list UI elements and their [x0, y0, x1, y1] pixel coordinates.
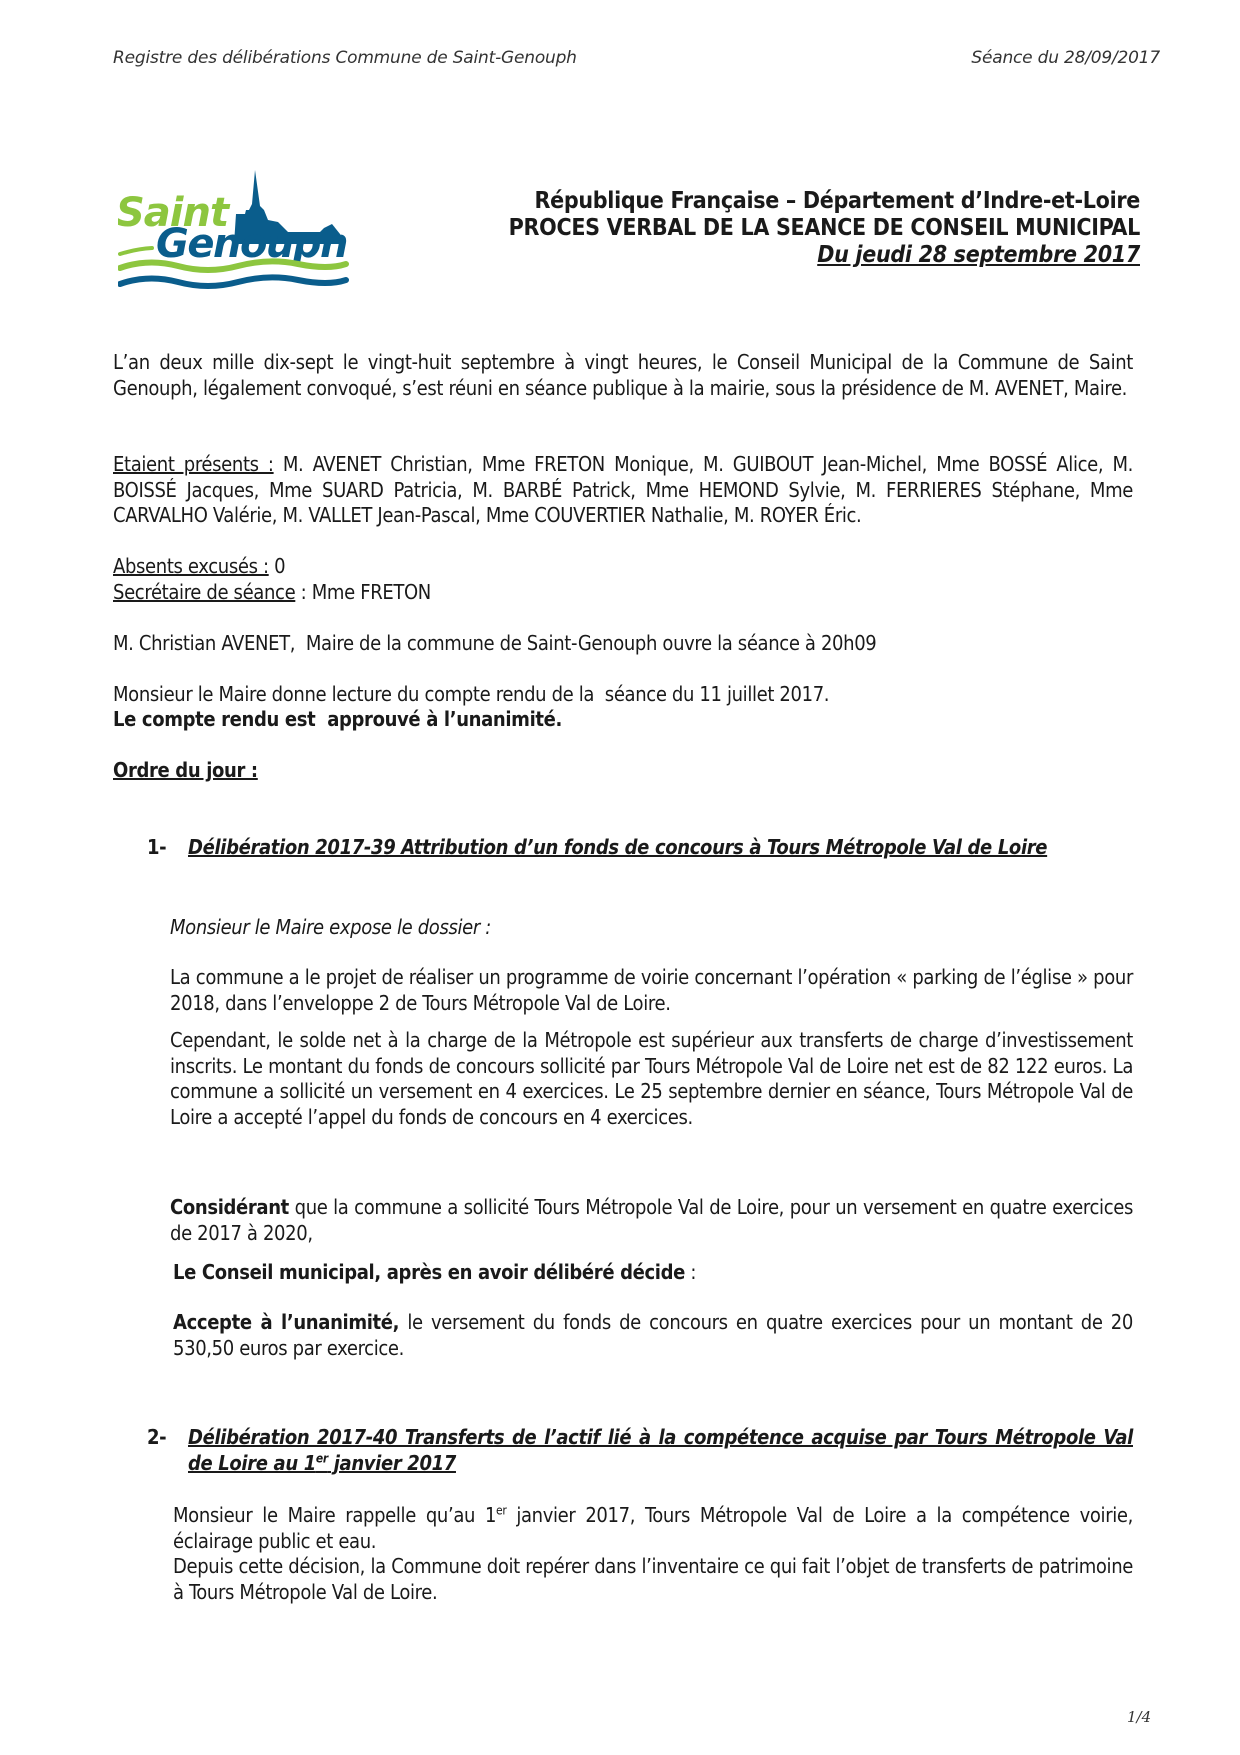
council-decides-colon: : — [685, 1260, 697, 1284]
considering-text: que la commune a sollicité Tours Métropole Val de Loire, pour un versement en quatre exercices de 2017 à 2020, — [170, 1195, 1133, 1245]
item-2-para1-end: janvier 2017, Tours Métropole Val de Loire a la compétence voirie, éclairage public et eau. — [173, 1503, 1133, 1553]
secretary-label: Secrétaire de séance — [113, 580, 296, 604]
title-republic-department: République Française – Département d’Indre-et-Loire — [534, 188, 1140, 214]
item-1-paragraph-1: La commune a le projet de réaliser un programme de voirie concernant l’opération « parking de l’église » pour 2018, dans l’enveloppe 2 de Tours Métropole Val de Loire. — [170, 965, 1133, 1015]
minutes-reading: Monsieur le Maire donne lecture du compte rendu de la séance du 11 juillet 2017. — [113, 682, 830, 706]
agenda-item-1-title — [147, 835, 1133, 861]
agenda-item-2-title — [147, 1425, 1133, 1476]
decision-text: le versement du fonds de concours en quatre exercices pour un montant de 20 530,50 euros par exercice. — [173, 1310, 1134, 1360]
svg-text:Saint: Saint — [118, 190, 229, 236]
svg-text:Genouph: Genouph — [156, 221, 348, 267]
running-header-title: Registre des délibérations Commune de Saint-Genouph — [113, 48, 577, 68]
considering-keyword: Considérant — [170, 1195, 289, 1219]
decision-keyword: Accepte à l’unanimité, — [173, 1310, 400, 1334]
title-session-date: Du jeudi 28 septembre 2017 — [817, 242, 1140, 268]
session-secretary — [113, 580, 1133, 606]
item-1-paragraph-2: Cependant, le solde net à la charge de la Métropole est supérieur aux transferts de charge d’investissement inscrits. Le montant du fonds de concours sollicité par Tours Métropole Val de Loire net est de 82 122 euros. La commune a sollicité un versement en 4 exercices. Le 25 septembre dernier en séance, Tours Métropole Val de Loire a accepté l’appel du fonds de concours en 4 exercices. — [170, 1028, 1133, 1129]
agenda-heading: Ordre du jour : — [113, 758, 258, 782]
session-opening: M. Christian AVENET, Maire de la commune de Saint-Genouph ouvre la séance à 20h09 — [113, 631, 877, 655]
church-skyline-icon — [118, 152, 350, 292]
attendance-absent — [113, 554, 1133, 580]
council-decides-keyword: Le Conseil municipal, après en avoir délibéré décide — [173, 1260, 685, 1284]
agenda-item-2-title-text: Délibération 2017-40 Transferts de l’actif lié à la compétence acquise par Tours Métropole Val de Loire au 1 — [188, 1425, 1133, 1475]
item-1-expose: Monsieur le Maire expose le dossier : — [170, 915, 491, 939]
item-2-para1-sup: er — [496, 1503, 507, 1518]
title-proces-verbal: PROCES VERBAL DE LA SEANCE DE CONSEIL MUNICIPAL — [508, 215, 1140, 241]
item-2-paragraph-2: Depuis cette décision, la Commune doit repérer dans l’inventaire ce qui fait l’objet de transferts de patrimoine à Tours Métropole Val de Loire. — [173, 1554, 1133, 1604]
absent-label: Absents excusés : — [113, 554, 269, 578]
agenda-item-2-number: 2- — [147, 1425, 167, 1449]
commune-logo — [118, 152, 350, 292]
present-label: Etaient présents : — [113, 452, 274, 476]
present-list: M. AVENET Christian, Mme FRETON Monique, M. GUIBOUT Jean-Michel, Mme BOSSÉ Alice, M. BOISSÉ Jacques, Mme SUARD Patricia, M. BARBÉ Patrick, Mme HEMOND Sylvie, M. FERRIERES Stéphane, Mme CARVALHO Valérie, M. VALLET Jean-Pascal, Mme COUVERTIER Nathalie, M. ROYER Éric. — [113, 452, 1133, 527]
item-2-para1-start: Monsieur le Maire rappelle qu’au 1 — [173, 1503, 497, 1527]
absent-value: 0 — [268, 554, 286, 578]
minutes-approval: Le compte rendu est approuvé à l’unanimité. — [113, 707, 562, 731]
agenda-item-2-title-sup: er — [315, 1450, 328, 1465]
running-header-date: Séance du 28/09/2017 — [971, 48, 1160, 68]
page-number: 1/4 — [1127, 1708, 1152, 1726]
item-1-council-decides — [173, 1260, 1133, 1286]
item-2-paragraph-1 — [173, 1503, 1133, 1554]
agenda-item-1-title-text: Délibération 2017-39 Attribution d’un fonds de concours à Tours Métropole Val de Loire — [188, 835, 1048, 859]
secretary-value: : Mme FRETON — [295, 580, 431, 604]
agenda-item-2-title-tail: janvier 2017 — [327, 1450, 456, 1475]
item-1-decision — [173, 1310, 1133, 1361]
attendance-present — [113, 452, 1133, 529]
agenda-item-1-number: 1- — [147, 835, 167, 859]
item-1-considering — [170, 1195, 1133, 1246]
intro-paragraph: L’an deux mille dix-sept le vingt-huit septembre à vingt heures, le Conseil Municipal de la Commune de Saint Genouph, légalement convoqué, s’est réuni en séance publique à la mairie, sous la présidence de M. AVENET, Maire. — [113, 350, 1133, 400]
document-title-block — [509, 188, 1140, 269]
